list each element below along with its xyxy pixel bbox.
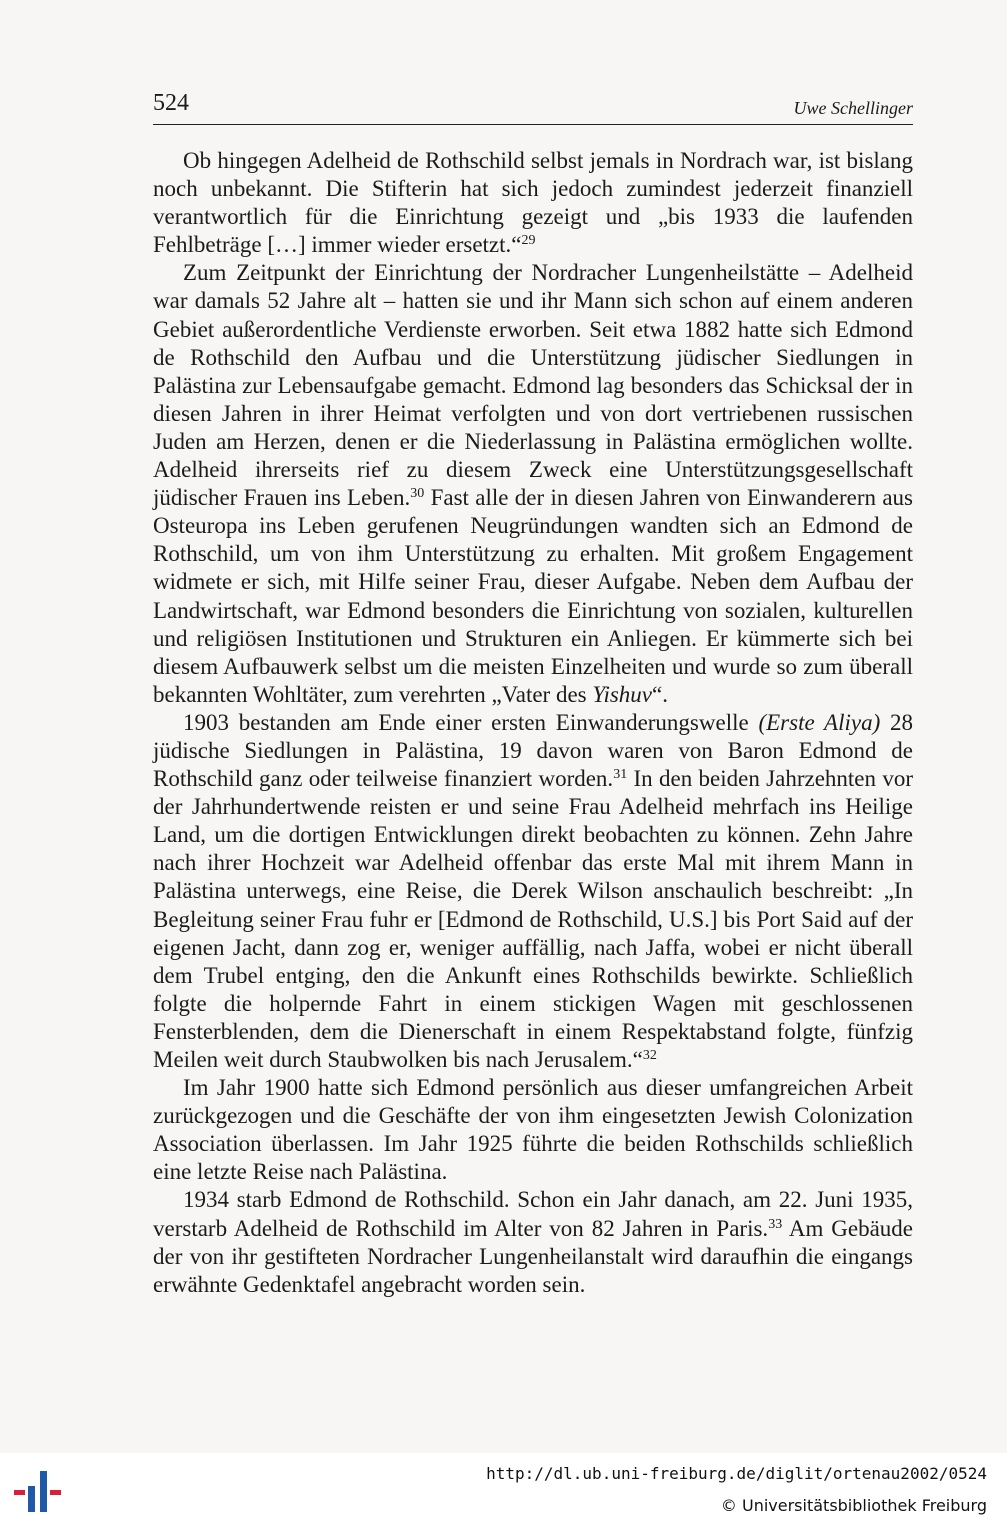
- paragraph-text: In den beiden Jahrzehnten vor der Jahrhundertwende reisten er und seine Frau Adelheid mehrfach ins Heilige Land, um die dortigen Entwicklungen direkt beobachten zu können. Zehn Jahre nach ihrer Hochzeit war Adelheid offenbar das erste Mal mit ihrem Mann in Palästina unterwegs, eine Reise, die Derek Wilson anschaulich beschreibt: „In Begleitung seiner Frau fuhr er [Edmond de Rothschild, U.S.] bis Port Said auf der eigenen Jacht, dann zog er, weniger auffällig, nach Jaffa, wobei er nicht überall dem Trubel entging, den die Ankunft eines Rothschilds bewirkte. Schließlich folgte die holpernde Fahrt in einem stickigen Wagen mit geschlossenen Fensterblenden, dem die Dienerschaft in einem Respektabstand folgte, fünfzig Meilen weit durch Staubwolken bis nach Jerusalem.“: [153, 766, 913, 1072]
- paragraph-3: [153, 709, 913, 1074]
- paragraph-text: “.: [652, 681, 668, 707]
- body-text: [153, 147, 913, 1299]
- permalink-url[interactable]: http://dl.ub.uni-freiburg.de/diglit/ortenau2002/0524: [486, 1464, 987, 1483]
- italic-term: (Erste Aliya): [758, 709, 881, 735]
- paragraph-text: Am Gebäude der von ihr gestifteten Nordracher Lungenheilanstalt wird daraufhin die eingangs erwähnte Gedenktafel angebracht worden sein.: [153, 1215, 914, 1297]
- running-head-author: Uwe Schellinger: [793, 98, 913, 118]
- footnote-ref-30: 30: [410, 486, 425, 502]
- paragraph-text: 1934 starb Edmond de Rothschild. Schon ein Jahr danach, am 22. Juni 1935, verstarb Adelheid de Rothschild im Alter von 82 Jahren in Paris.: [153, 1187, 913, 1241]
- ub-freiburg-logo-icon: [10, 1463, 66, 1517]
- page-number: 524: [153, 90, 189, 116]
- footnote-ref-33: 33: [768, 1216, 783, 1232]
- page-header: [153, 90, 913, 125]
- viewer-footer: [0, 1453, 1007, 1525]
- paragraph-text: Zum Zeitpunkt der Einrichtung der Nordracher Lungenheilstätte – Adelheid war damals 52 Jahre alt – hatten sie und ihr Mann sich schon auf einem anderen Gebiet außerordentliche Verdienste erworben. Seit etwa 1882 hatte sich Edmond de Rothschild den Aufbau und die Unterstützung jüdischer Siedlungen in Palästina zur Lebensaufgabe gemacht. Edmond lag besonders das Schicksal der in diesen Jahren in ihrer Heimat verfolgten und von dort vertriebenen russischen Juden am Herzen, denen er die Niederlassung in Palästina ermöglichen wollte. Adelheid ihrerseits rief zu diesem Zweck eine Unterstützungsgesellschaft jüdischer Frauen ins Leben.: [153, 260, 913, 511]
- paragraph-2: [153, 259, 913, 709]
- paragraph-text: Fast alle der in diesen Jahren von Einwanderern aus Osteuropa ins Leben gerufenen Neugründungen wandten sich an Edmond de Rothschild, um von ihm Unterstützung zu erhalten. Mit großem Engagement widmete er sich, mit Hilfe seiner Frau, dieser Aufgabe. Neben dem Aufbau der Landwirtschaft, war Edmond besonders die Einrichtung von sozialen, kulturellen und religiösen Institutionen und Strukturen ein Anliegen. Er kümmerte sich bei diesem Aufbauwerk selbst um die meisten Einzelheiten und wurde so zum überall bekannten Wohltäter, zum verehrten „Vater des: [153, 485, 914, 707]
- copyright-notice: © Universitätsbibliothek Freiburg: [720, 1496, 987, 1515]
- paragraph-4: [153, 1074, 913, 1186]
- paragraph-text: Ob hingegen Adelheid de Rothschild selbst jemals in Nordrach war, ist bislang noch unbekannt. Die Stifterin hat sich jedoch zumindest jederzeit finanziell verantwortlich für die Einrichtung gezeigt und „bis 1933 die laufenden Fehlbeträge […] immer wieder ersetzt.“: [153, 148, 913, 258]
- footnote-ref-32: 32: [642, 1048, 657, 1063]
- paragraph-1: [153, 147, 913, 259]
- paragraph-text: 28 jüdische Siedlungen in Palästina, 19 davon waren von Baron Edmond de Rothschild ganz oder teilweise finanziert worden.: [153, 709, 914, 792]
- footnote-ref-31: 31: [613, 767, 628, 783]
- paragraph-5: [153, 1186, 913, 1298]
- footnote-ref-29: 29: [521, 233, 536, 249]
- paragraph-text: 1903 bestanden am Ende einer ersten Einwanderungswelle: [183, 709, 759, 735]
- italic-term: Yishuv: [592, 681, 653, 707]
- paragraph-text: Im Jahr 1900 hatte sich Edmond persönlich aus dieser umfangreichen Arbeit zurückgezogen und die Geschäfte der von ihm eingesetzten Jewish Colonization Association überlassen. Im Jahr 1925 führte die beiden Rothschilds schließlich eine letzte Reise nach Palästina.: [153, 1075, 913, 1185]
